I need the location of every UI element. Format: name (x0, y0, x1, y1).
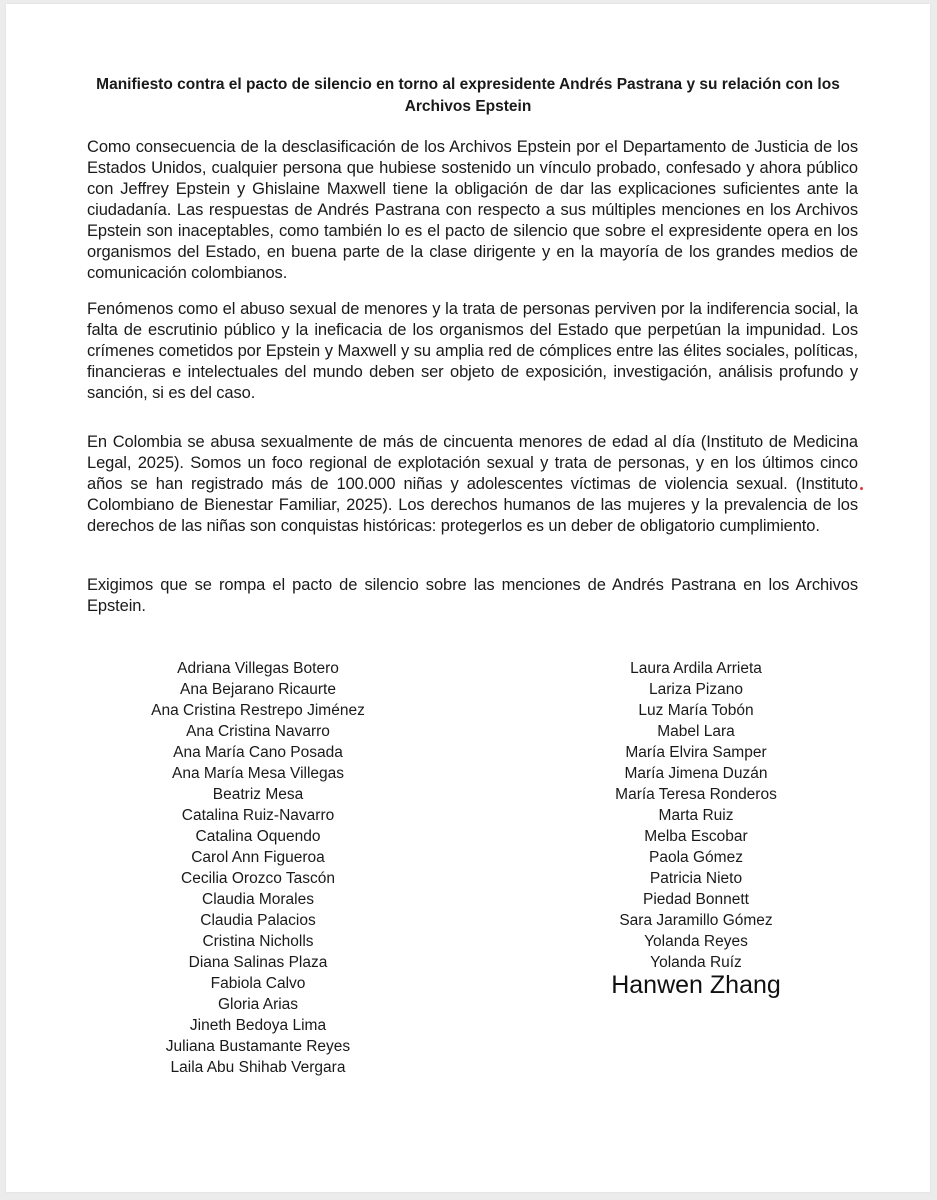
signatory-name: Claudia Morales (202, 891, 314, 908)
signatory-name: Diana Salinas Plaza (188, 954, 328, 971)
signatory-name: Laila Abu Shihab Vergara (170, 1059, 346, 1076)
signatory-name: Piedad Bonnett (642, 891, 749, 908)
signatory-name: Jineth Bedoya Lima (189, 1017, 327, 1034)
signatory-name: Fabiola Calvo (210, 975, 306, 992)
signatories-right-column (536, 658, 856, 973)
signatory-name: María Elvira Samper (625, 744, 767, 761)
signatory-name: Ana María Mesa Villegas (171, 765, 345, 782)
signatory-name: Yolanda Reyes (644, 933, 748, 950)
signatory-name: Catalina Oquendo (195, 828, 321, 845)
signatory-name: Patricia Nieto (649, 870, 743, 887)
signatory-name: Carol Ann Figueroa (191, 849, 325, 866)
paragraph-2: Fenómenos como el abuso sexual de menores y la trata de personas perviven por la indiferencia social, la falta de escrutinio público y la ineficacia de los organismos del Estado que perpetúan la impunidad. Los crímenes cometidos por Epstein y Maxwell y su amplia red de cómplices entre las élites sociales, políticas, financieras e intelectuales del mundo deben ser objeto de exposición, investigación, análisis profundo y sanción, si es del caso. (87, 300, 858, 402)
signatory-name: Ana Bejarano Ricaurte (180, 681, 336, 698)
signatory-name: Beatriz Mesa (212, 786, 304, 803)
signatory-name: Lariza Pizano (649, 681, 743, 698)
added-signature: Hanwen Zhang (611, 971, 781, 999)
paragraph-1: Como consecuencia de la desclasificación de los Archivos Epstein por el Departamento de Justicia de los Estados Unidos, cualquier persona que hubiese sostenido un vínculo probado, confesado y ahora público con Jeffrey Epstein y Ghislaine Maxwell tiene la obligación de dar las explicaciones suficientes ante la ciudadanía. Las respuestas de Andrés Pastrana con respecto a sus múltiples menciones en los Archivos Epstein son inaceptables, como también lo es el pacto de silencio que sobre el expresidente opera en los organismos del Estado, en buena parte de la clase dirigente y en la mayoría de los grandes medios de comunicación colombianos. (87, 138, 858, 282)
signatory-name: Melba Escobar (644, 828, 748, 845)
signatory-name: Catalina Ruiz-Navarro (181, 807, 335, 824)
signatory-name: Gloria Arias (217, 996, 299, 1013)
signatory-name: María Teresa Ronderos (615, 786, 777, 803)
paragraph-4: Exigimos que se rompa el pacto de silencio sobre las menciones de Andrés Pastrana en los Archivos Epstein. (87, 576, 858, 615)
signatory-name: Yolanda Ruíz (650, 954, 742, 971)
signatory-name: Ana María Cano Posada (173, 744, 343, 761)
signatory-name: Ana Cristina Restrepo Jiménez (151, 702, 365, 719)
document-title: Manifiesto contra el pacto de silencio en torno al expresidente Andrés Pastrana y su relación con los Archivos Epstein (96, 76, 840, 115)
signatory-name: Sara Jaramillo Gómez (619, 912, 773, 929)
signatory-name: Cecilia Orozco Tascón (181, 870, 335, 887)
signatory-name: Juliana Bustamante Reyes (165, 1038, 351, 1055)
signatory-name: Marta Ruiz (658, 807, 734, 824)
signatory-name: Adriana Villegas Botero (177, 660, 339, 677)
signatories-left-column (98, 658, 418, 1078)
signatory-name: Mabel Lara (657, 723, 735, 740)
document-page (6, 4, 930, 1192)
signatory-name: Luz María Tobón (638, 702, 754, 719)
signatory-name: María Jimena Duzán (624, 765, 768, 782)
signatory-name: Laura Ardila Arrieta (630, 660, 762, 677)
signatory-name: Cristina Nicholls (202, 933, 314, 950)
signatory-name: Paola Gómez (649, 849, 743, 866)
paragraph-3: En Colombia se abusa sexualmente de más de cincuenta menores de edad al día (Instituto de Medicina Legal, 2025). Somos un foco regional de explotación sexual y trata de personas, y en los últimos cinco años se han registrado más de 100.000 niñas y adolescentes víctimas de violencia sexual. (Instituto Colombiano de Bienestar Familiar, 2025). Los derechos humanos de las mujeres y la prevalencia de los derechos de las niñas son conquistas históricas: protegerlos es un deber de obligatorio cumplimiento. (87, 433, 858, 535)
signatory-name: Claudia Palacios (200, 912, 316, 929)
stray-red-mark (860, 487, 863, 490)
signatory-name: Ana Cristina Navarro (186, 723, 330, 740)
